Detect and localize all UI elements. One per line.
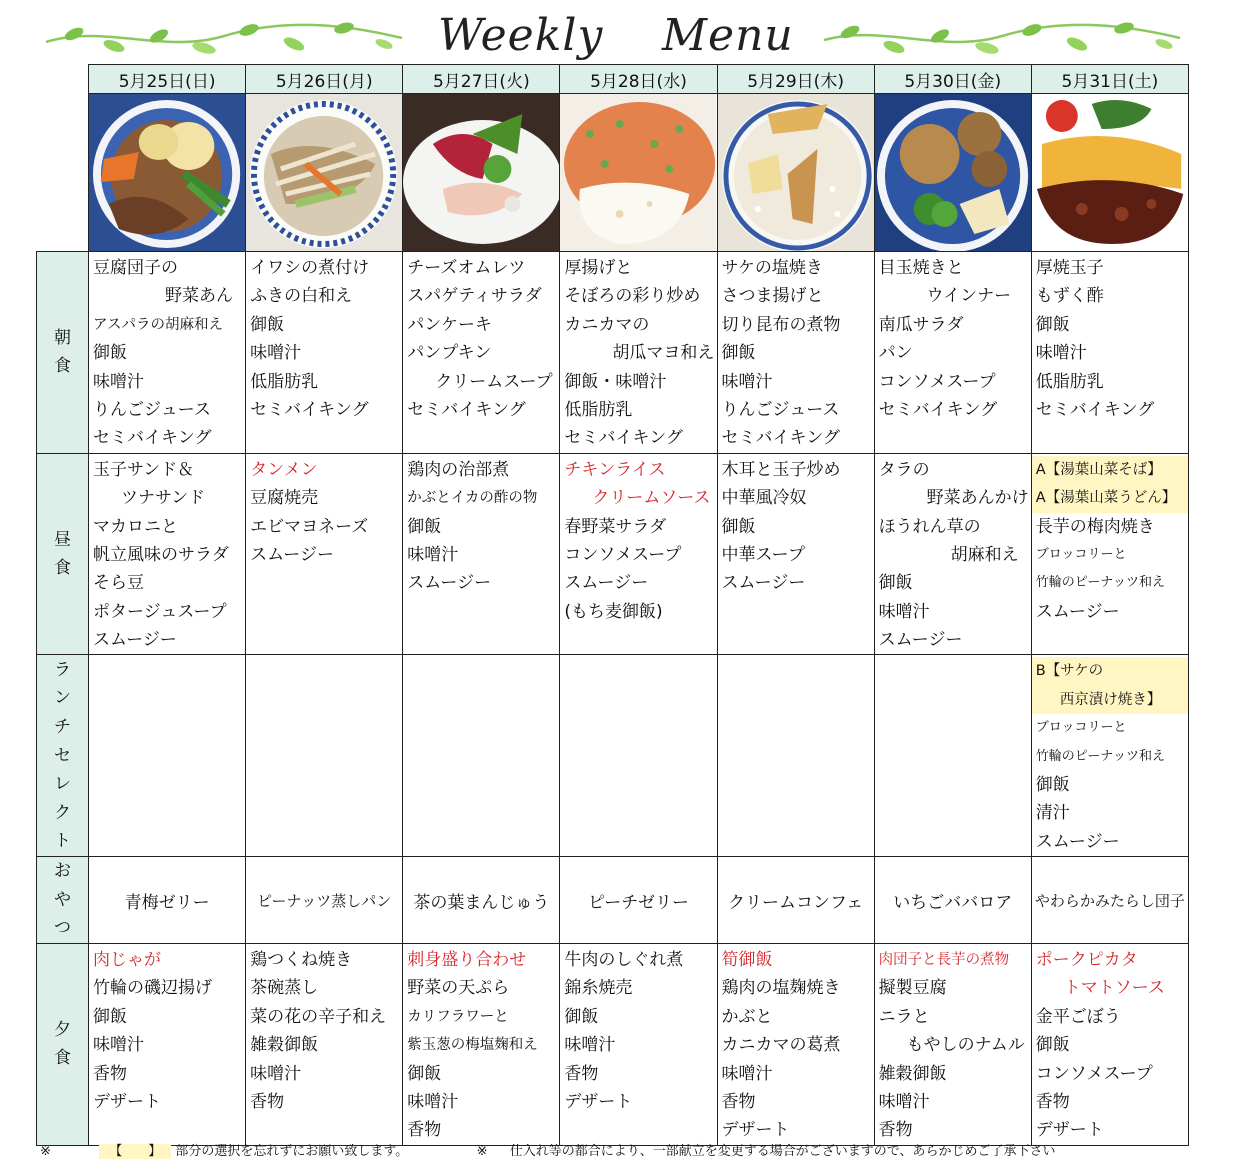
- menu-item-list: [246, 454, 402, 570]
- menu-item: チキンライス: [564, 459, 666, 480]
- menu-item: 香物: [1035, 1091, 1070, 1112]
- menu-item: ブロッコリーと: [1035, 720, 1127, 736]
- dinner-cell: [874, 943, 1031, 1145]
- menu-item: タンメン: [250, 459, 318, 480]
- menu-item: セミバイキング: [250, 399, 369, 420]
- menu-item: スムージー: [564, 573, 649, 594]
- menu-item: スムージー: [407, 573, 492, 594]
- breakfast-cell: [89, 252, 246, 454]
- menu-item: セミバイキング: [878, 399, 998, 420]
- menu-item: スパゲティサラダ: [407, 286, 542, 307]
- meal-label-char: 朝: [54, 327, 72, 348]
- menu-item-list: [718, 252, 874, 453]
- lunch-label: [37, 453, 89, 655]
- menu-item: セミバイキング: [564, 428, 683, 449]
- snack-item: ピーナッツ蒸しパン: [246, 857, 403, 944]
- menu-item-list: [718, 944, 874, 1145]
- menu-item: セミバイキング: [1035, 399, 1155, 420]
- menu-item: 雑穀御飯: [250, 1035, 319, 1056]
- breakfast-cell: [560, 252, 717, 454]
- day-date-header: 5月31日(土): [1031, 65, 1188, 94]
- menu-item: 筍御飯: [721, 949, 773, 970]
- menu-item-list: [403, 655, 559, 657]
- meal-label-char: チ: [54, 716, 72, 737]
- lunch-select-row: [37, 655, 1189, 857]
- menu-item: サケの塩焼き: [721, 258, 823, 278]
- menu-item: 味噌汁: [407, 544, 459, 565]
- menu-item: スムージー: [250, 544, 334, 565]
- menu-item-list: [89, 454, 245, 655]
- dinner-row: [37, 943, 1189, 1145]
- menu-item: 御飯: [93, 1006, 128, 1027]
- menu-item: デザート: [564, 1091, 633, 1112]
- snack-label: [37, 857, 89, 944]
- day-date-header: 5月27日(火): [403, 65, 560, 94]
- menu-item: コンソメスープ: [878, 371, 996, 392]
- dinner-cell: [1031, 943, 1188, 1145]
- menu-item: かぶとイカの酢の物: [407, 490, 538, 507]
- menu-item: ニラと: [878, 1006, 930, 1027]
- menu-item: ふきの白和え: [250, 286, 353, 307]
- menu-item: デザート: [721, 1120, 790, 1141]
- menu-item: 春野菜サラダ: [564, 516, 667, 537]
- meal-label-char: つ: [54, 918, 72, 939]
- menu-item: 豆腐団子の: [93, 258, 179, 278]
- pork-piccata-photo: [1032, 94, 1188, 251]
- menu-item-list: [89, 655, 245, 657]
- dish-photo-cell: [403, 94, 560, 252]
- menu-item: 厚焼玉子: [1035, 258, 1104, 278]
- menu-item: 菜の花の辛子和え: [250, 1006, 387, 1027]
- menu-item: クリームスープ: [435, 371, 553, 392]
- right-vine-decoration: [822, 14, 1182, 58]
- menu-item: デザート: [1035, 1120, 1104, 1141]
- dinner-cell: [403, 943, 560, 1145]
- breakfast-label: [37, 252, 89, 454]
- menu-item: 味噌汁: [407, 1091, 459, 1112]
- breakfast-row: [37, 252, 1189, 454]
- menu-item: さつま揚げと: [721, 286, 824, 307]
- menu-item: 香物: [878, 1120, 913, 1141]
- menu-item: 御飯・味噌汁: [564, 371, 667, 392]
- lunch-cell: [874, 453, 1031, 655]
- menu-item: 擬製豆腐: [878, 978, 947, 999]
- menu-item: スムージー: [1035, 601, 1120, 622]
- menu-item-list: [560, 655, 716, 657]
- menu-item: (もち麦御飯): [564, 601, 663, 622]
- select-cell: [89, 655, 246, 857]
- menu-item: りんごジュース: [93, 399, 211, 420]
- dish-photo-cell: [560, 94, 717, 252]
- menu-item: クリームソース: [592, 488, 711, 509]
- menu-item: 御飯: [878, 573, 913, 594]
- corner-cell: [37, 94, 89, 252]
- breakfast-cell: [717, 252, 874, 454]
- menu-item-list: [718, 454, 874, 598]
- lunch-cell: [1031, 453, 1188, 655]
- footer-mark: ※: [476, 1144, 488, 1159]
- menu-item-list: [875, 655, 1031, 657]
- menu-item: パン: [878, 343, 913, 364]
- menu-item: エビマヨネーズ: [250, 516, 369, 537]
- menu-item: 中華スープ: [721, 544, 805, 565]
- menu-item: スムージー: [1035, 831, 1120, 852]
- meal-label-char: ン: [54, 688, 72, 709]
- menu-item: 帆立風味のサラダ: [93, 544, 229, 565]
- menu-item: コンソメスープ: [564, 544, 682, 565]
- meal-label-char: や: [54, 889, 72, 910]
- title-menu: Menu: [662, 10, 794, 61]
- footer-note-changes: 仕入れ等の都合により、一部献立を変更する場合がございますので、あらかじめご了承下さい: [509, 1144, 1056, 1159]
- dinner-cell: [717, 943, 874, 1145]
- corner-cell: [37, 65, 89, 94]
- menu-item: 味噌汁: [93, 371, 145, 392]
- select-cell: [560, 655, 717, 857]
- menu-item-list: [403, 454, 559, 598]
- menu-item: 味噌汁: [250, 1063, 302, 1084]
- menu-item: 紫玉葱の梅塩麹和え: [407, 1037, 538, 1054]
- menu-item: 香物: [250, 1091, 285, 1112]
- nikujaga-photo: [89, 94, 245, 251]
- meatball-photo: [875, 94, 1031, 251]
- menu-item: 御飯: [93, 343, 128, 364]
- menu-item: 肉団子と長芋の煮物: [878, 951, 1010, 968]
- menu-item: 茶碗蒸し: [250, 978, 319, 999]
- menu-item: イワシの煮付け: [250, 258, 370, 278]
- menu-item: 金平ごぼう: [1035, 1006, 1121, 1027]
- select-cell: [717, 655, 874, 857]
- select-cell: [403, 655, 560, 857]
- menu-item: アスパラの胡麻和え: [93, 316, 223, 333]
- menu-item: 中華風冷奴: [721, 488, 807, 509]
- menu-item: かぶと: [721, 1006, 773, 1027]
- lunch-cell: [560, 453, 717, 655]
- meal-label-char: お: [54, 861, 72, 882]
- menu-item: コンソメスープ: [1035, 1063, 1153, 1084]
- meal-label-char: 昼: [54, 529, 72, 550]
- menu-item: セミバイキング: [721, 428, 841, 449]
- menu-item: カニカマの葛煮: [721, 1035, 841, 1056]
- menu-item-list: [560, 252, 716, 453]
- breakfast-cell: [403, 252, 560, 454]
- menu-item: 味噌汁: [93, 1035, 145, 1056]
- menu-item: 竹輪の磯辺揚げ: [93, 978, 213, 999]
- menu-item: 切り昆布の煮物: [721, 314, 841, 335]
- left-vine-decoration: [44, 14, 404, 58]
- day-date-header: 5月28日(水): [560, 65, 717, 94]
- select-cell: [874, 655, 1031, 857]
- lunch-select-label: [37, 655, 89, 857]
- chicken-rice-photo: [560, 94, 716, 251]
- snack-item: いちごババロア: [874, 857, 1031, 944]
- menu-item: 低脂肪乳: [1035, 371, 1104, 392]
- menu-item: カリフラワーと: [407, 1008, 509, 1025]
- menu-item: 西京漬け焼き】: [1032, 686, 1188, 714]
- date-row: [37, 65, 1189, 94]
- menu-item: そぼろの彩り炒め: [564, 286, 701, 307]
- menu-item-list: [875, 252, 1031, 424]
- menu-item: 鶏肉の塩麹焼き: [721, 978, 841, 999]
- meal-label-char: レ: [54, 774, 72, 795]
- menu-item: 御飯: [407, 516, 442, 537]
- sashimi-photo: [403, 94, 559, 251]
- menu-item: タラの: [878, 459, 930, 480]
- menu-item: 御飯: [1035, 775, 1070, 796]
- menu-item: ブロッコリーと: [1035, 546, 1127, 562]
- menu-item-list: [246, 252, 402, 424]
- dinner-cell: [246, 943, 403, 1145]
- menu-item: セミバイキング: [407, 399, 526, 420]
- lunch-cell: [403, 453, 560, 655]
- menu-item: 味噌汁: [564, 1035, 616, 1056]
- menu-item: 香物: [721, 1091, 756, 1112]
- lunch-cell: [246, 453, 403, 655]
- menu-item: 竹輪のピーナッツ和え: [1035, 575, 1166, 591]
- menu-item: マカロニと: [93, 516, 179, 537]
- menu-item: 味噌汁: [1035, 343, 1087, 364]
- menu-item-list: [1032, 655, 1188, 856]
- menu-item: 御飯: [564, 1006, 599, 1027]
- menu-item-list: [875, 944, 1031, 1145]
- dish-photo-cell: [246, 94, 403, 252]
- menu-item: 玉子サンド＆: [93, 459, 195, 480]
- menu-item: 御飯: [1035, 314, 1070, 335]
- footer-note-selection: 部分の選択を忘れずにお願い致します。: [175, 1144, 409, 1159]
- snack-item: 茶の葉まんじゅう: [403, 857, 560, 944]
- menu-item: りんごジュース: [721, 399, 840, 420]
- meal-label-char: 夕: [54, 1019, 72, 1040]
- meal-label-char: ラ: [54, 659, 72, 680]
- meal-label-char: 食: [54, 1048, 72, 1069]
- menu-item: 南瓜サラダ: [878, 314, 964, 335]
- snack-item: やわらかみたらし団子: [1031, 857, 1188, 944]
- menu-item: 刺身盛り合わせ: [407, 949, 527, 970]
- menu-item: 雑穀御飯: [878, 1063, 947, 1084]
- menu-item: ポークピカタ: [1035, 949, 1138, 970]
- meal-label-char: ク: [54, 802, 72, 823]
- meal-label-char: 食: [54, 356, 72, 377]
- day-date-header: 5月29日(木): [717, 65, 874, 94]
- weekly-menu-table: [36, 64, 1189, 1146]
- menu-item: 長芋の梅肉焼き: [1035, 516, 1155, 537]
- menu-item: 低脂肪乳: [564, 399, 633, 420]
- menu-item: 味噌汁: [878, 601, 930, 622]
- menu-item: 香物: [407, 1120, 442, 1141]
- menu-item-list: [560, 944, 716, 1116]
- footer-note: [40, 1140, 1056, 1159]
- menu-item: チーズオムレツ: [407, 258, 526, 278]
- menu-item: 御飯: [721, 343, 756, 364]
- dish-photo-cell: [717, 94, 874, 252]
- menu-item: 御飯: [1035, 1035, 1070, 1056]
- menu-item: ポタージュスープ: [93, 601, 227, 622]
- menu-item: 野菜の天ぷら: [407, 978, 510, 999]
- menu-item-list: [89, 944, 245, 1116]
- menu-item-list: [1032, 252, 1188, 424]
- menu-item: 目玉焼きと: [878, 258, 964, 278]
- menu-item: 鶏肉の治部煮: [407, 459, 510, 480]
- menu-item: 野菜あんかけ: [926, 488, 1029, 509]
- menu-item: 竹輪のピーナッツ和え: [1035, 748, 1166, 764]
- menu-item: ウインナー: [926, 286, 1012, 307]
- menu-item: デザート: [93, 1091, 162, 1112]
- dish-photo-cell: [89, 94, 246, 252]
- menu-item: スムージー: [878, 630, 963, 651]
- menu-item: 味噌汁: [721, 1063, 773, 1084]
- meal-label-char: ト: [54, 831, 72, 852]
- menu-item: トマトソース: [1063, 978, 1165, 999]
- menu-item: もずく酢: [1035, 286, 1104, 307]
- menu-item: 御飯: [407, 1063, 442, 1084]
- day-date-header: 5月30日(金): [874, 65, 1031, 94]
- menu-item: スムージー: [721, 573, 806, 594]
- menu-item: 牛肉のしぐれ煮: [564, 949, 684, 970]
- menu-item: 味噌汁: [878, 1091, 930, 1112]
- menu-item: カニカマの: [564, 314, 650, 335]
- meal-label-char: 食: [54, 558, 72, 579]
- menu-item: 厚揚げと: [564, 258, 633, 278]
- footer-highlight-sample: 【 】: [99, 1144, 171, 1159]
- menu-item: A【湯葉山菜そば】: [1032, 456, 1188, 484]
- menu-item-list: [560, 454, 716, 626]
- menu-item: パンプキン: [407, 343, 492, 364]
- dinner-cell: [89, 943, 246, 1145]
- menu-item: 香物: [564, 1063, 599, 1084]
- menu-item: セミバイキング: [93, 428, 212, 449]
- breakfast-cell: [246, 252, 403, 454]
- menu-item: スムージー: [93, 630, 177, 651]
- menu-item-list: [875, 454, 1031, 655]
- menu-item-list: [1032, 944, 1188, 1145]
- menu-item: 味噌汁: [250, 343, 302, 364]
- menu-item: 胡瓜マヨ和え: [612, 343, 715, 364]
- sardine-stew-photo: [246, 94, 402, 251]
- breakfast-cell: [874, 252, 1031, 454]
- menu-item: 錦糸焼売: [564, 978, 633, 999]
- menu-item: 木耳と玉子炒め: [721, 459, 841, 480]
- dinner-label: [37, 943, 89, 1145]
- lunch-cell: [717, 453, 874, 655]
- menu-item-list: [403, 944, 559, 1145]
- day-date-header: 5月25日(日): [89, 65, 246, 94]
- lunch-cell: [89, 453, 246, 655]
- photo-row: [37, 94, 1189, 252]
- menu-item: 味噌汁: [721, 371, 773, 392]
- menu-item-list: [718, 655, 874, 657]
- menu-item: ほうれん草の: [878, 516, 981, 537]
- dish-photo-cell: [874, 94, 1031, 252]
- menu-item: 鶏つくね焼き: [250, 949, 353, 970]
- menu-item: 清汁: [1035, 803, 1070, 824]
- snack-row: [37, 857, 1189, 944]
- lunch-row: [37, 453, 1189, 655]
- menu-item: 御飯: [721, 516, 756, 537]
- menu-item: 御飯: [250, 314, 285, 335]
- select-cell: [1031, 655, 1188, 857]
- bamboo-rice-photo: [718, 94, 874, 251]
- menu-item: ツナサンド: [121, 488, 206, 509]
- menu-item-list: [1032, 454, 1188, 626]
- menu-item-list: [403, 252, 559, 424]
- snack-item: ピーチゼリー: [560, 857, 717, 944]
- menu-item: 低脂肪乳: [250, 371, 319, 392]
- footer-mark: ※: [40, 1144, 51, 1159]
- title-weekly: Weekly: [438, 10, 604, 61]
- menu-item: A【湯葉山菜うどん】: [1032, 484, 1188, 512]
- meal-label-char: セ: [54, 745, 72, 766]
- menu-item: そら豆: [93, 573, 145, 594]
- menu-item-list: [89, 252, 245, 453]
- menu-item-list: [246, 655, 402, 657]
- menu-item: B【サケの: [1032, 657, 1188, 685]
- menu-item: 肉じゃが: [93, 949, 162, 970]
- menu-item: 香物: [93, 1063, 128, 1084]
- dish-photo-cell: [1031, 94, 1188, 252]
- menu-item: 胡麻和え: [950, 544, 1019, 565]
- dinner-cell: [560, 943, 717, 1145]
- menu-item: パンケーキ: [407, 314, 492, 335]
- select-cell: [246, 655, 403, 857]
- menu-item: 野菜あん: [165, 286, 234, 307]
- breakfast-cell: [1031, 252, 1188, 454]
- snack-item: 青梅ゼリー: [89, 857, 246, 944]
- menu-item: 豆腐焼売: [250, 488, 319, 509]
- snack-item: クリームコンフェ: [717, 857, 874, 944]
- day-date-header: 5月26日(月): [246, 65, 403, 94]
- menu-item: もやしのナムル: [906, 1035, 1025, 1056]
- menu-item-list: [246, 944, 402, 1116]
